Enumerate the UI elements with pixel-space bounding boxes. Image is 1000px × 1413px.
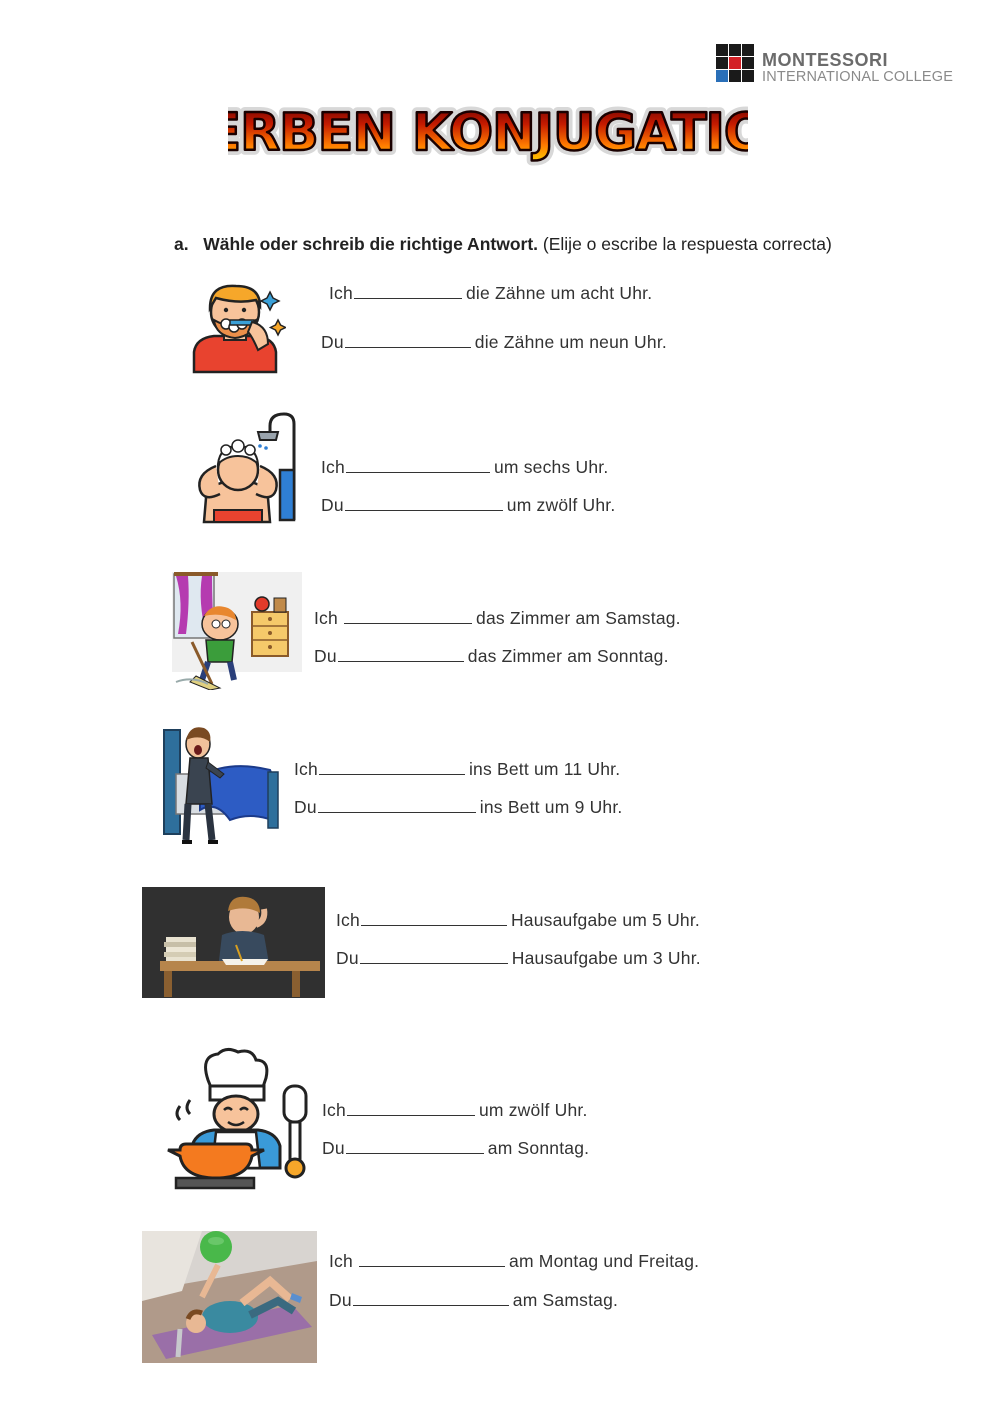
exercise-5-line-2 xyxy=(336,948,701,969)
person-showering-icon xyxy=(190,410,302,524)
sentence-rest: das Zimmer am Samstag. xyxy=(476,608,681,628)
sentence-rest: am Samstag. xyxy=(512,1290,619,1310)
pronoun: Ich xyxy=(329,283,353,303)
exercise-1-line-1 xyxy=(329,283,652,304)
pronoun: Ich xyxy=(321,457,345,477)
title-outline: RBEN KONJUGATIO xyxy=(240,103,748,163)
instruction-bold: Wähle oder schreib die richtige Antwort. xyxy=(203,234,539,254)
exercise-6-line-1 xyxy=(322,1100,588,1121)
answer-blank[interactable] xyxy=(345,333,471,348)
answer-blank[interactable] xyxy=(346,458,490,473)
exercise-1-line-2 xyxy=(321,332,667,353)
instruction-marker: a. xyxy=(174,234,189,254)
exercise-4-line-1 xyxy=(294,759,620,780)
pronoun: Du xyxy=(314,646,337,666)
pronoun: Du xyxy=(294,797,317,817)
exercise-2-line-2 xyxy=(321,495,615,516)
instruction xyxy=(174,234,832,255)
pronoun: Du xyxy=(336,948,359,968)
answer-blank[interactable] xyxy=(361,911,507,926)
pronoun: Ich xyxy=(294,759,318,779)
man-yawning-by-bed-illustration xyxy=(160,720,288,846)
exercise-2-line-1 xyxy=(321,457,608,478)
sentence-rest: um zwölf Uhr. xyxy=(478,1100,588,1120)
logo-line-1: MONTESSORI xyxy=(762,50,889,70)
sentence-rest: um sechs Uhr. xyxy=(493,457,609,477)
exercise-4-line-2 xyxy=(294,797,622,818)
logo-grid-icon xyxy=(716,44,754,82)
answer-blank[interactable] xyxy=(346,1139,484,1154)
sentence-rest: ins Bett um 9 Uhr. xyxy=(479,797,623,817)
sentence-rest: Hausaufgabe um 3 Uhr. xyxy=(511,948,701,968)
exercise-7-line-1 xyxy=(329,1251,699,1272)
pronoun: Ich xyxy=(329,1251,353,1271)
sentence-rest: um zwölf Uhr. xyxy=(506,495,616,515)
exercise-3-line-1 xyxy=(314,608,681,629)
exercise-6-line-2 xyxy=(322,1138,589,1159)
answer-blank[interactable] xyxy=(359,1252,505,1267)
title-text: RBEN KONJUGATIO xyxy=(240,103,748,163)
answer-blank[interactable] xyxy=(347,1101,475,1116)
sentence-rest: ins Bett um 11 Uhr. xyxy=(468,759,621,779)
pronoun: Du xyxy=(321,495,344,515)
answer-blank[interactable] xyxy=(353,1291,509,1306)
exercise-3-line-2 xyxy=(314,646,669,667)
sentence-rest: die Zähne um neun Uhr. xyxy=(474,332,667,352)
pronoun: Du xyxy=(321,332,344,352)
answer-blank[interactable] xyxy=(338,647,464,662)
sentence-rest: die Zähne um acht Uhr. xyxy=(465,283,653,303)
sentence-rest: Hausaufgabe um 5 Uhr. xyxy=(510,910,700,930)
pronoun: Du xyxy=(322,1138,345,1158)
pronoun: Du xyxy=(329,1290,352,1310)
pronoun: Ich xyxy=(314,608,338,628)
answer-blank[interactable] xyxy=(318,798,476,813)
exercise-7-line-2 xyxy=(329,1290,618,1311)
exercise-5-line-1 xyxy=(336,910,700,931)
worksheet-title xyxy=(228,92,748,170)
woman-exercising-photo xyxy=(142,1231,317,1363)
pronoun: Ich xyxy=(336,910,360,930)
instruction-translation: (Elije o escribe la respuesta correcta) xyxy=(542,234,832,254)
school-logo xyxy=(716,44,956,88)
sentence-rest: am Sonntag. xyxy=(487,1138,590,1158)
man-brushing-teeth-icon xyxy=(186,280,286,376)
pronoun: Ich xyxy=(322,1100,346,1120)
sentence-rest: am Montag und Freitag. xyxy=(509,1251,700,1271)
boy-doing-homework-photo xyxy=(142,887,325,998)
sentence-rest: das Zimmer am Sonntag. xyxy=(467,646,669,666)
logo-line-2: INTERNATIONAL COLLEGE xyxy=(762,69,954,85)
answer-blank[interactable] xyxy=(344,609,472,624)
answer-blank[interactable] xyxy=(360,949,508,964)
chef-cooking-icon xyxy=(156,1046,312,1192)
answer-blank[interactable] xyxy=(345,496,503,511)
answer-blank[interactable] xyxy=(319,760,465,775)
boy-cleaning-room-illustration xyxy=(172,572,302,690)
answer-blank[interactable] xyxy=(354,284,462,299)
